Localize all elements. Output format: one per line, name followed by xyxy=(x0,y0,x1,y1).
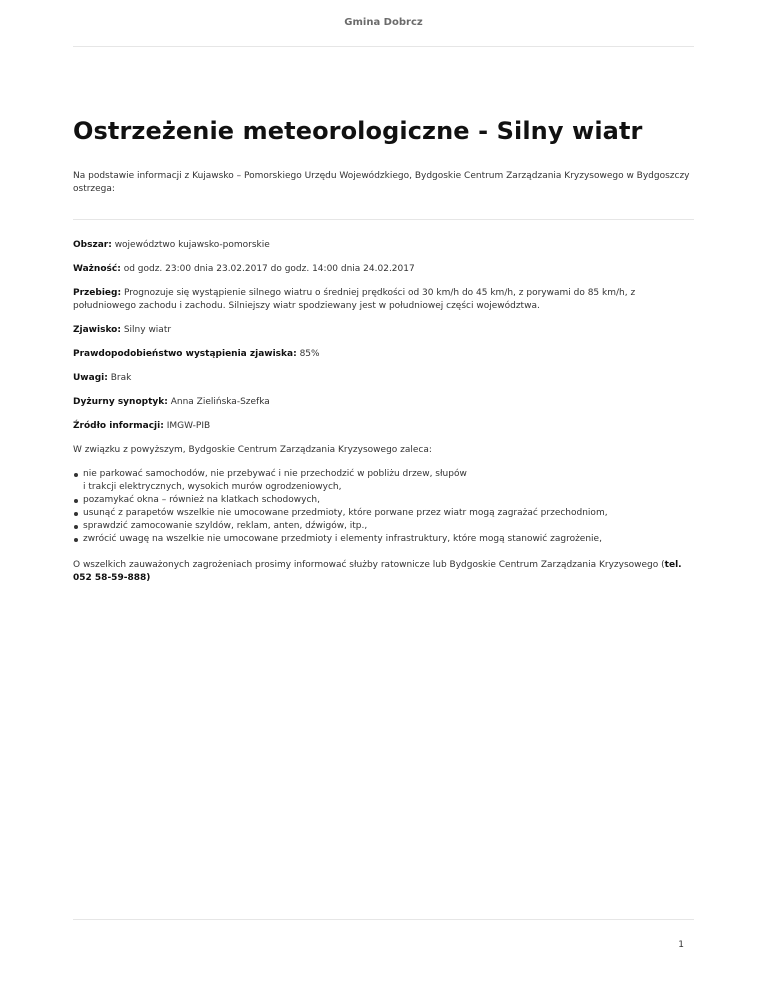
list-item-text: sprawdzić zamocowanie szyldów, reklam, anten, dźwigów, itp., xyxy=(83,521,368,531)
list-item xyxy=(83,494,694,507)
list-item xyxy=(83,468,694,494)
list-item-text: pozamykać okna – również na klatkach schodowych, xyxy=(83,495,320,505)
contact-phone: tel. 052 58-59-888) xyxy=(73,560,682,583)
field-label: Obszar: xyxy=(73,240,112,250)
warning-details xyxy=(73,239,694,585)
field-source xyxy=(73,420,694,433)
article-intro: Na podstawie informacji z Kujawsko – Pomorskiego Urzędu Wojewódzkiego, Bydgoskie Centrum Zarządzania Kryzysowego w Bydgoszczy ostrzega: xyxy=(73,171,690,194)
field-remarks xyxy=(73,372,694,385)
article-title: Ostrzeżenie meteorologiczne - Silny wiatr xyxy=(73,117,643,145)
list-item-text: zwrócić uwagę na wszelkie nie umocowane przedmioty i elementy infrastruktury, które mogą stanowić zagrożenie, xyxy=(83,534,602,544)
field-value: Silny wiatr xyxy=(123,325,172,335)
closing-text: O wszelkich zauważonych zagrożeniach prosimy informować służby ratownicze lub Bydgoskie Centrum Zarządzania Kryzysowego ( xyxy=(73,560,665,570)
field-value: Anna Zielińska-Szefka xyxy=(170,397,270,407)
field-value: IMGW-PIB xyxy=(166,421,211,431)
page-footer xyxy=(73,919,694,950)
closing-note xyxy=(73,559,694,585)
section-divider xyxy=(73,219,694,220)
field-value: od godz. 23:00 dnia 23.02.2017 do godz. 14:00 dnia 24.02.2017 xyxy=(123,264,415,274)
field-value: województwo kujawsko-pomorskie xyxy=(114,240,270,250)
list-item xyxy=(83,533,694,546)
site-title: Gmina Dobrcz xyxy=(344,17,423,28)
list-item-text: usunąć z parapetów wszelkie nie umocowane przedmioty, które porwane przez wiatr mogą zagrażać przechodniom, xyxy=(83,508,608,518)
page-number: 1 xyxy=(678,940,684,950)
list-item-text-continued: i trakcji elektrycznych, wysokich murów ogrodzeniowych, xyxy=(83,482,342,492)
article xyxy=(73,116,694,594)
field-probability xyxy=(73,348,694,361)
field-label: Zjawisko: xyxy=(73,325,121,335)
recommendations-list xyxy=(73,468,694,546)
field-value: Brak xyxy=(110,373,132,383)
field-phenomenon xyxy=(73,324,694,337)
field-label: Uwagi: xyxy=(73,373,108,383)
field-area xyxy=(73,239,694,252)
field-synoptic xyxy=(73,396,694,409)
list-item xyxy=(83,507,694,520)
field-course xyxy=(73,287,694,313)
list-item-text: nie parkować samochodów, nie przebywać i nie przechodzić w pobliżu drzew, słupów xyxy=(83,469,467,479)
field-label: Prawdopodobieństwo wystąpienia zjawiska: xyxy=(73,349,297,359)
field-label: Przebieg: xyxy=(73,288,122,298)
page-header xyxy=(73,0,694,47)
list-item xyxy=(83,520,694,533)
field-label: Ważność: xyxy=(73,264,121,274)
field-value: 85% xyxy=(299,349,320,359)
recommendations-lead: W związku z powyższym, Bydgoskie Centrum Zarządzania Kryzysowego zaleca: xyxy=(73,445,432,455)
field-validity xyxy=(73,263,694,276)
field-value: Prognozuje się wystąpienie silnego wiatru o średniej prędkości od 30 km/h do 45 km/h, z porywami do 85 km/h, z południowego zachodu i zachodu. Silniejszy wiatr spodziewany jest w południowej części województwa. xyxy=(73,288,636,311)
field-label: Dyżurny synoptyk: xyxy=(73,397,168,407)
field-label: Źródło informacji: xyxy=(73,421,164,431)
